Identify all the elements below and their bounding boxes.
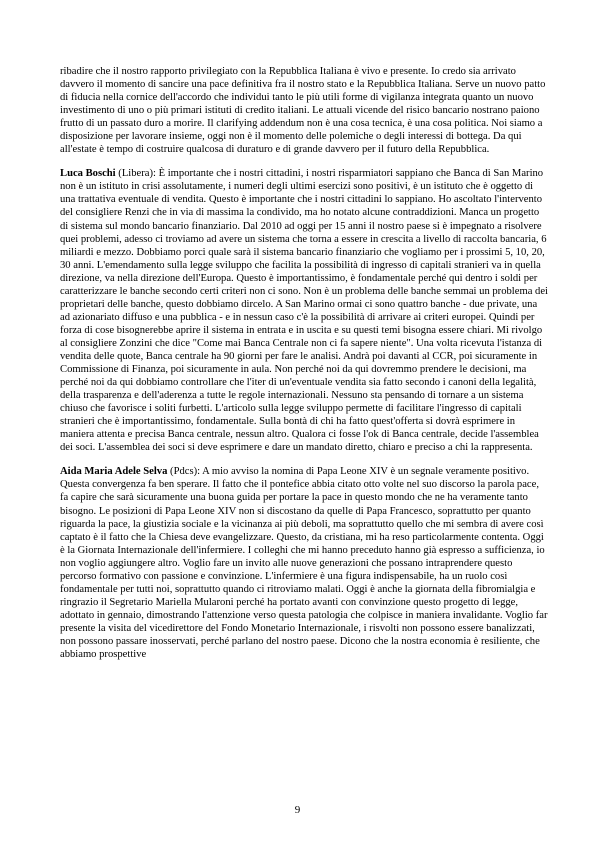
paragraph-selva: [60, 465, 549, 661]
paragraph-boschi: [60, 167, 549, 454]
paragraph-text: A mio avviso la nomina di Papa Leone XIV è un segnale veramente positivo. Questa convergenza fa ben sperare. Il fatto che il pontefice abbia citato otto volte nel suo discorso la parola pace, fa capire che sarà sicuramente una buona guida per portare la pace in questo mondo che ne ha veramente tanto bisogno. Le posizioni di Papa Leone XIV non si discostano da quelle di Papa Francesco, soprattutto per quanto riguarda la pace, la giustizia sociale e la vicinanza ai più deboli, ma soprattutto quello che mi sembra di avere così captato è il fatto che la Chiesa deve evangelizzare. Questo, da cristiana, mi ha reso particolarmente contenta. Oggi è la Giornata Internazionale dell'infermiere. I colleghi che mi hanno preceduto hanno già espresso a sufficienza, io non voglio aggiungere altro. Voglio fare un invito alle nuove generazioni che possano intraprendere questo percorso formativo con passione e convinzione. L'infermiere è una figura indispensabile, ha un ruolo così fondamentale per tutti noi, soprattutto quando ci ritroviamo malati. Oggi è anche la giornata della fibromialgia e ringrazio il Segretario Mariella Mularoni perché ha portato avanti con convinzione questo progetto di legge, adottato in gennaio, dimostrando l'attenzione verso questa patologia che colpisce in maniera invalidante. Voglio far presente la visita del vicedirettore del Fondo Monetario Internazionale, i risvolti non possono essere banalizzati, non possono passare inosservati, perché parlano del nostro paese. Dicono che la nostra economia è resiliente, che abbiamo prospettive: [60, 466, 548, 661]
paragraph-text: È importante che i nostri cittadini, i nostri risparmiatori sappiano che Banca di San Marino non è un istituto in crisi assolutamente, i numeri degli ultimi esercizi sono positivi, è un istituto che è oggetto di una trattativa eventuale di vendita. Questo è importante che i nostri cittadini lo sappiano. Ho ascoltato l'intervento del consigliere Renzi che in via di massima la condivido, ma ho notato alcune contraddizioni. Manca un progetto di sistema sul mondo bancario finanziario. Dal 2010 ad oggi per 15 anni il nostro paese si è impegnato a risolvere quei problemi, adesso ci troviamo ad avere un sistema che torna a essere in crescita a livello di raccolta bancaria, 6 miliardi e mezzo. Dobbiamo porci quale sarà il sistema bancario finanziario che vogliamo per i prossimi 5, 10, 20, 30 anni. L'emendamento sulla legge sviluppo che facilita la possibilità di ingresso di capitali stranieri va in quella direzione, va nella direzione dell'Europa. Questo è importantissimo, è fondamentale perché qui dentro i soldi per caratterizzare le banche secondo certi criteri non ci sono. Non è un problema delle banche semmai un problema dei proprietari delle banche, questo dobbiamo dircelo. A San Marino ormai ci sono quattro banche - due private, una ad azionariato diffuso e una pubblica - e in nessun caso c'è la possibilità di arrivare ai criteri europei. Quindi per forza di cose bisognerebbe aprire il sistema in entrata e in uscita e su questi temi bisogna essere chiari. Mi rivolgo al consigliere Zonzini che dice "Come mai Banca Centrale non ci fa sapere niente". Una volta ricevuta l'istanza di vendita delle quote, Banca centrale ha 90 giorni per fare le analisi. Andrà poi davanti al CCR, poi sicuramente in Commissione di Finanza, poi sicuramente in aula. Non perché noi da qui dovremmo prendere le decisioni, ma perché noi da qui dobbiamo controllare che l'iter di un'eventuale vendita sia fatto secondo i canoni della legalità, della trasparenza e dell'aderenza a tutte le regole internazionali. Nessuno sta pensando di tornare a un sistema chiuso che favorisce i soliti furbetti. L'articolo sulla legge sviluppo permette di facilitare l'ingresso di capitali stranieri che è importantissimo, fondamentale. Sulla bontà di chi ha fatto quest'offerta si dovrà esprimere in maniera attenta e precisa Banca centrale, nessun altro. Qualora ci fosse l'ok di Banca centrale, decide l'assemblea dei soci. L'assemblea dei soci si deve esprimere e dare un mandato diretto, chiaro e preciso a chi la rappresenta.: [60, 168, 548, 454]
speaker-party: (Libera):: [115, 168, 159, 180]
paragraph-continuation: [60, 65, 549, 156]
page-body: [60, 65, 549, 672]
speaker-party: (Pdcs):: [167, 466, 203, 478]
page-number: 9: [294, 804, 301, 816]
speaker-name: Luca Boschi: [60, 168, 116, 180]
paragraph-text: ribadire che il nostro rapporto privilegiato con la Repubblica Italiana è vivo e presente. Io credo sia arrivato davvero il momento di sancire una pace definitiva fra il nostro stato e la Repubblica Italiana. Serve un nuovo patto di fiducia nella cornice dell'accordo che individui tanto le più utili forme di vigilanza integrata quanto un nuovo investimento di uno o più primari istituti di credito italiani. Le attuali vicende del risico bancario nostrano paiono frutto di un passato duro a morire. Il clarifying addendum non è una cosa tecnica, è una cosa politica. Noi siamo a disposizione per lavorare insieme, oggi non è il momento delle polemiche o degli interessi di bottega. Da qui all'estate è tempo di costruire qualcosa di duraturo e di grande davvero per il futuro della Repubblica.: [60, 66, 546, 156]
speaker-name: Aida Maria Adele Selva: [60, 466, 168, 478]
